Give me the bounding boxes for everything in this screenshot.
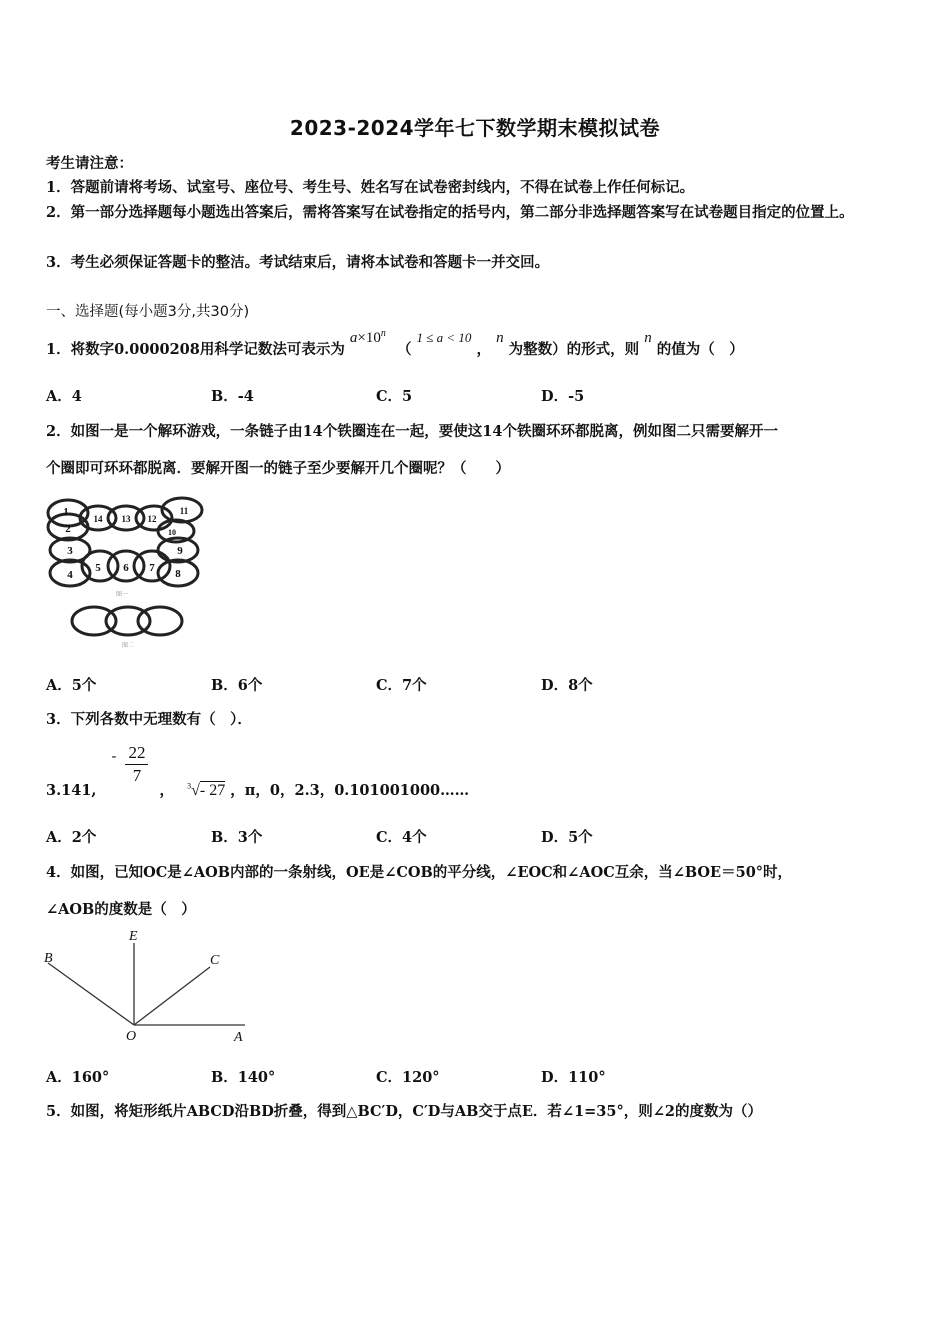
q1-option-b: B．-4 bbox=[211, 388, 254, 405]
label-a: A bbox=[234, 1030, 243, 1045]
ring-label: 10 bbox=[168, 528, 176, 537]
q3-number-3141: 3.141, bbox=[46, 781, 97, 799]
q3-rest: ，π，0，2.3，0.101001000…… bbox=[230, 781, 470, 799]
figure2-caption: 图二 bbox=[121, 643, 135, 649]
q2-line2: 个圈即可环环都脱离．要解开图一的链子至少要解开几个圈呢？（ ） bbox=[46, 460, 510, 477]
q4-option-d: D．110° bbox=[541, 1069, 606, 1086]
q1-option-d: D．-5 bbox=[541, 388, 585, 405]
ray-oc bbox=[134, 967, 210, 1025]
ring-label: 12 bbox=[147, 514, 157, 524]
q5-stem: 5．如图，将矩形纸片ABCD沿BD折叠，得到△BC′D，C′D与AB交于点E．若∠1=35°，则∠2的度数为（） bbox=[46, 1103, 762, 1120]
q4-line2: ∠AOB的度数是（ ） bbox=[46, 901, 196, 918]
ring-label: 7 bbox=[149, 562, 155, 574]
q2-option-a: A．5个 bbox=[46, 677, 97, 694]
q1-condition: 1 ≤ a < 10 bbox=[416, 330, 472, 345]
ring-label: 14 bbox=[93, 514, 103, 524]
q3-fraction: $\frac{22}{7}$ bbox=[125, 742, 148, 787]
q2-option-d: D．8个 bbox=[541, 677, 593, 694]
q4-option-c: C．120° bbox=[376, 1069, 440, 1086]
q1-stem: 1．将数字0.0000208用科学记数法可表示为 $a\times 10^n$ （ 1 ≤ a < 10 ， n 为整数）的形式，则 n 的值为（ ） bbox=[46, 328, 744, 358]
notice-heading: 考生请注意： bbox=[46, 155, 133, 172]
q4-line1: 4．如图，已知OC是∠AOB内部的一条射线，OE是∠COB的平分线，∠EOC和∠AOC互余，当∠BOE＝50°时， bbox=[46, 864, 793, 881]
ring-label: 3 bbox=[67, 545, 73, 557]
notice-item-2: 2．第一部分选择题每小题选出答案后，需将答案写在试卷指定的括号内，第二部分非选择题答案写在试卷题目指定的位置上。 bbox=[46, 204, 854, 221]
ring-b3 bbox=[138, 607, 182, 635]
q1-prefix: 1．将数字0.0000208用科学记数法可表示为 bbox=[46, 341, 345, 358]
ring-label: 1 bbox=[63, 506, 69, 518]
q1-n2: n bbox=[644, 330, 652, 346]
q1-option-a: A．4 bbox=[46, 388, 82, 405]
q4-option-a: A．160° bbox=[46, 1069, 110, 1086]
q1-formula: $a\times 10^n$ bbox=[349, 328, 386, 346]
q3-cube-root: $^3$√- 27 bbox=[187, 781, 226, 799]
ring-label: 2 bbox=[65, 523, 71, 535]
notice-item-1: 1．答题前请将考场、试室号、座位号、考生号、姓名写在试卷密封线内，不得在试卷上作任何标记。 bbox=[46, 179, 695, 196]
ring-label: 13 bbox=[121, 514, 131, 524]
q3-option-c: C．4个 bbox=[376, 829, 427, 846]
q1-option-c: C．5 bbox=[376, 388, 413, 405]
angle-figure bbox=[40, 925, 255, 1045]
ring-label: 5 bbox=[95, 562, 101, 574]
label-o: O bbox=[126, 1029, 137, 1044]
page-title: 2023-2024学年七下数学期末模拟试卷 bbox=[289, 116, 661, 140]
q3-option-d: D．5个 bbox=[541, 829, 593, 846]
q1-n: n bbox=[496, 330, 504, 346]
label-b: B bbox=[44, 951, 53, 966]
ring-label: 4 bbox=[67, 569, 73, 581]
label-c: C bbox=[210, 953, 220, 968]
label-e: E bbox=[129, 929, 138, 944]
q2-option-c: C．7个 bbox=[376, 677, 427, 694]
ring-label: 11 bbox=[179, 506, 189, 516]
q1-cond-suffix: 为整数）的形式，则 bbox=[508, 341, 640, 358]
ray-ob bbox=[48, 963, 134, 1025]
q1-paren: （ bbox=[396, 341, 412, 358]
q3-stem: 3．下列各数中无理数有（ ）． bbox=[46, 711, 252, 728]
q1-suffix: 的值为（ ） bbox=[656, 341, 744, 358]
ring-b1 bbox=[72, 607, 116, 635]
q2-line1: 2．如图一是一个解环游戏，一条链子由14个铁圈连在一起，要使这14个铁圈环环都脱离，例如图二只需要解开一 bbox=[46, 423, 778, 440]
figure1-caption: 图一 bbox=[115, 592, 129, 598]
q4-option-b: B．140° bbox=[211, 1069, 276, 1086]
section-heading: 一、选择题(每小题3分,共30分) bbox=[46, 304, 250, 320]
q2-option-b: B．6个 bbox=[211, 677, 263, 694]
notice-item-3: 3．考生必须保证答题卡的整洁。考试结束后，请将本试卷和答题卡一并交回。 bbox=[46, 254, 550, 271]
ring-chain-figure bbox=[44, 495, 214, 655]
q3-option-b: B．3个 bbox=[211, 829, 263, 846]
ring-label: 6 bbox=[123, 562, 129, 574]
ring-label: 8 bbox=[175, 568, 181, 580]
q3-numbers: 3.141, - $\frac{22}{7}$ ， $^3$√- 27 ，π，0，2.3，0.101001000…… bbox=[46, 743, 470, 799]
ring-label: 9 bbox=[177, 545, 183, 557]
q3-option-a: A．2个 bbox=[46, 829, 97, 846]
